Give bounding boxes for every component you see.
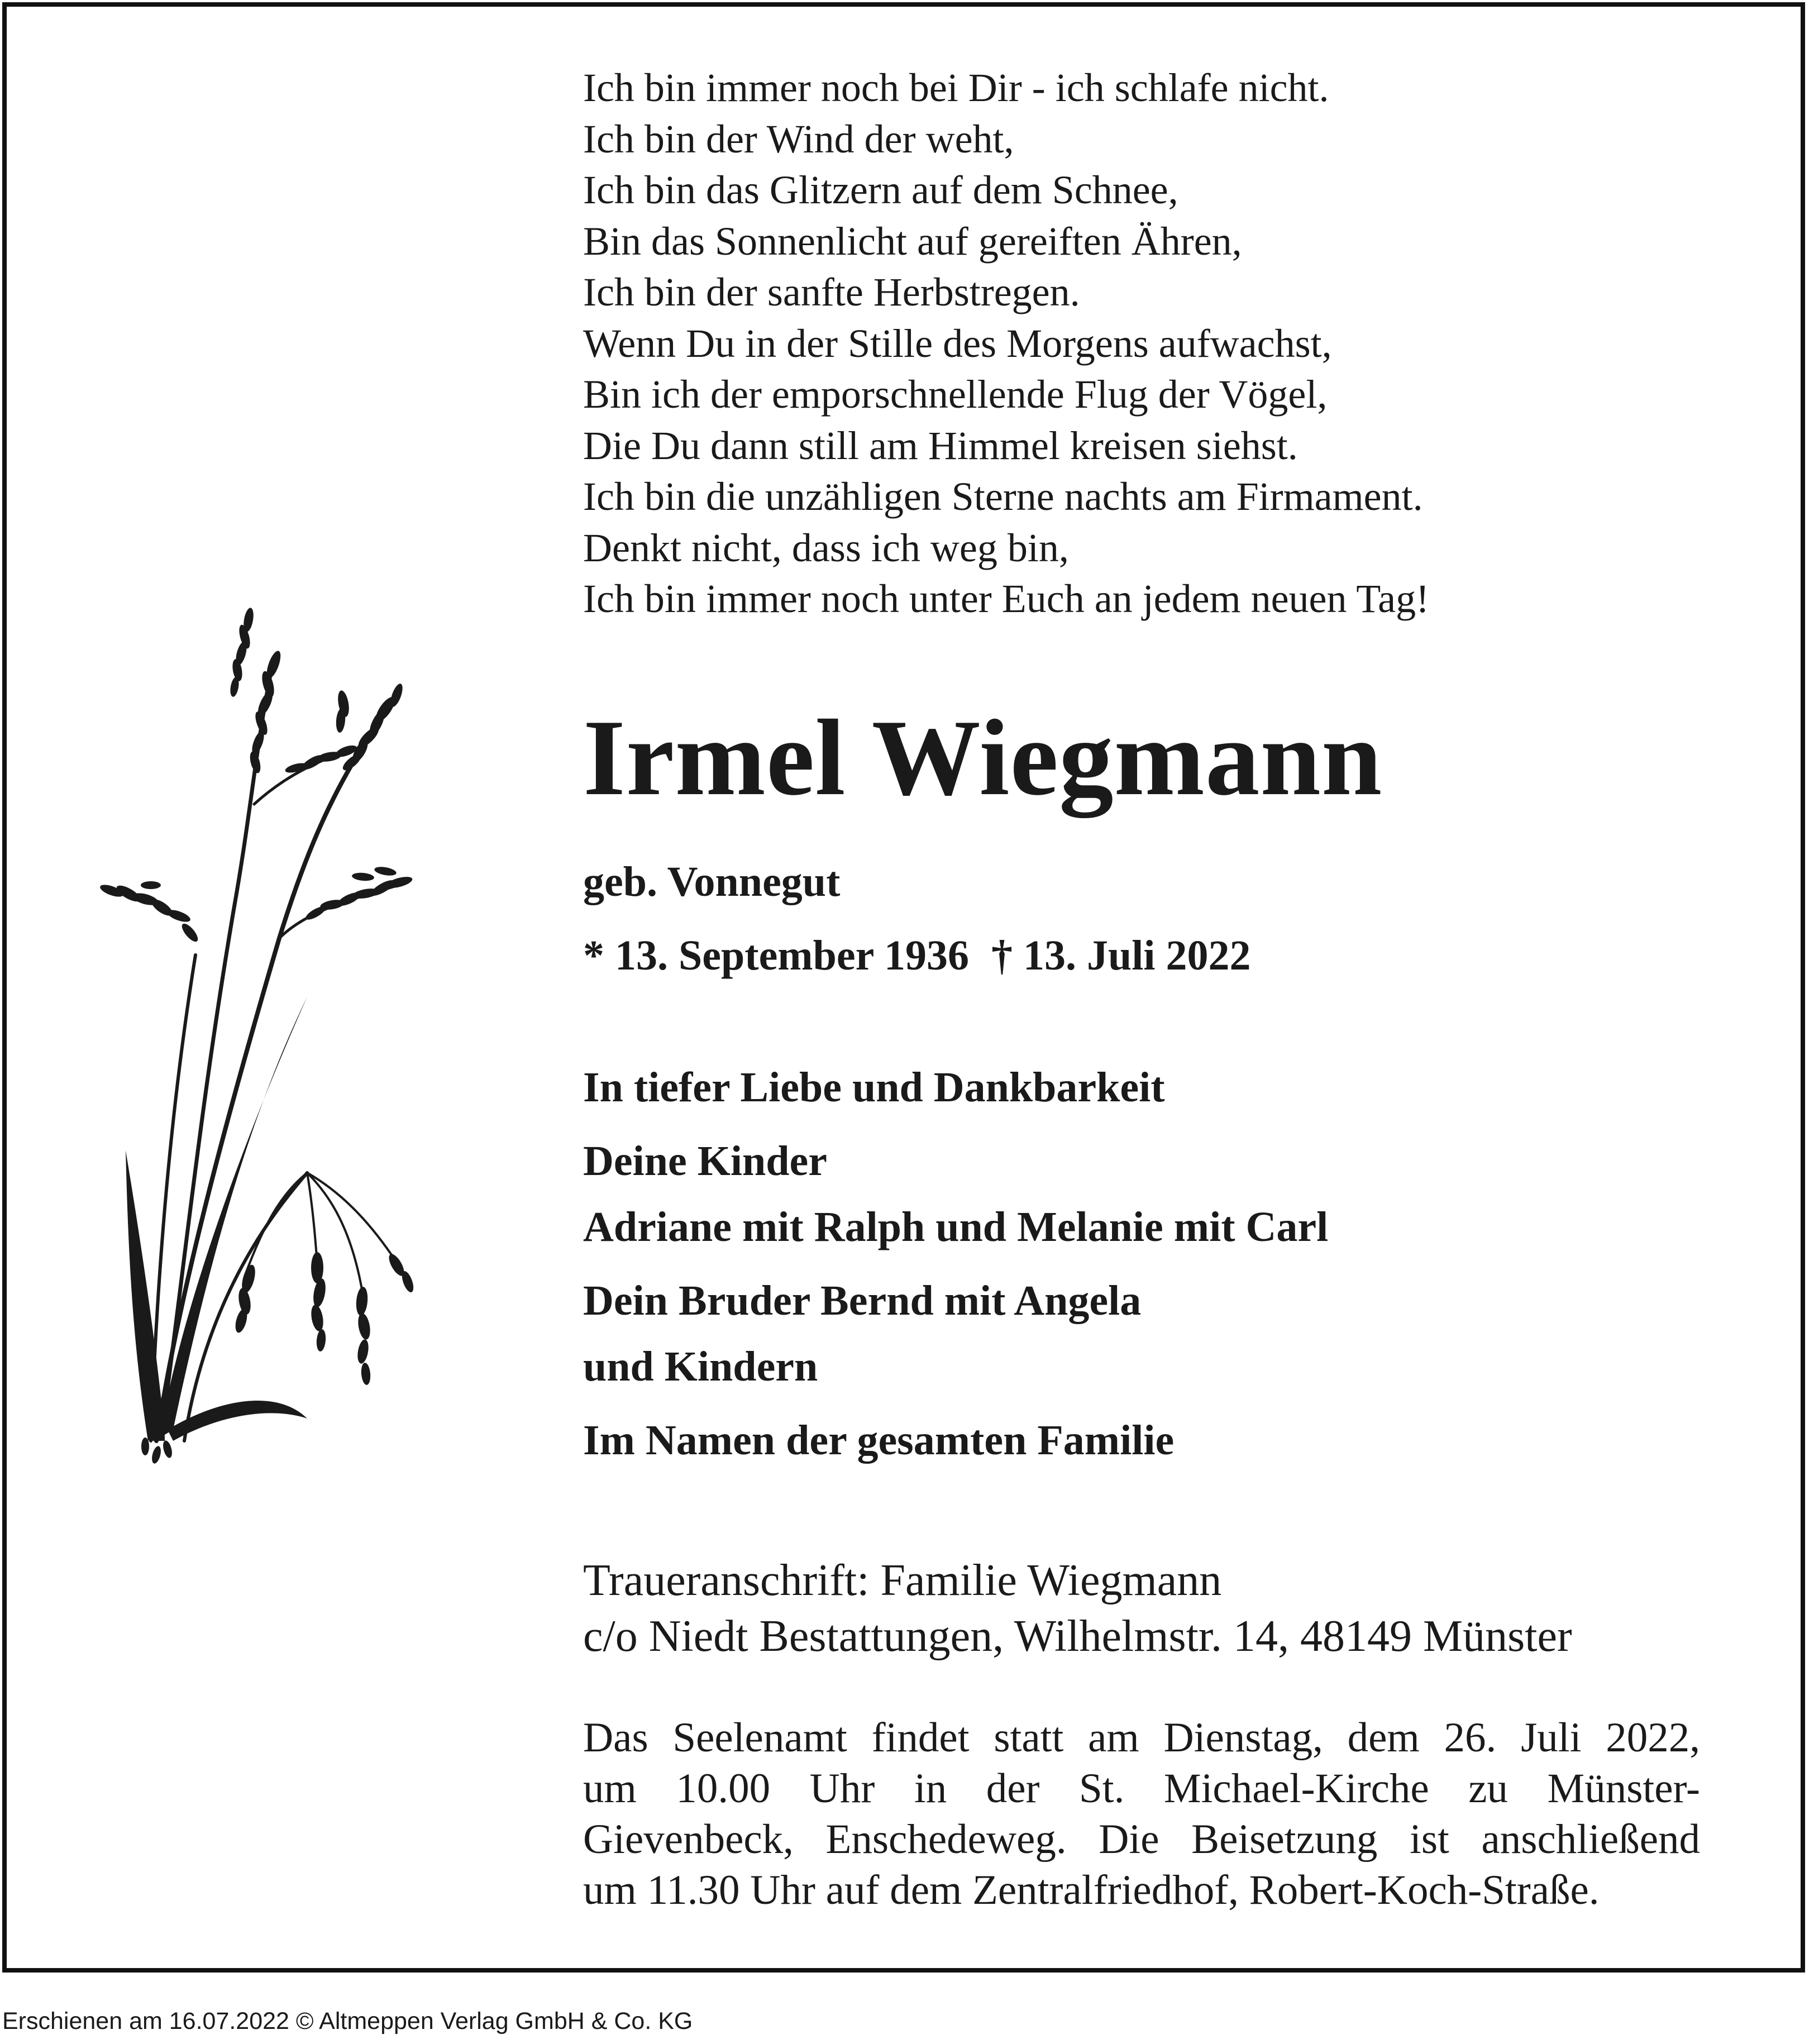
family-line: Im Namen der gesamten Familie [583, 1417, 1175, 1464]
service-line: um 10.00 Uhr in der St. Michael-Kirche zu Münster- [583, 1765, 1700, 1812]
service-line: um 11.30 Uhr auf dem Zentralfriedhof, Robert-Koch-Straße. [583, 1867, 1600, 1913]
birth-date: * 13. September 1936 [583, 932, 969, 979]
birth-name: geb. Vonnegut [583, 858, 841, 905]
deceased-name: Irmel Wiegmann [583, 698, 1383, 818]
family-line: In tiefer Liebe und Dankbarkeit [583, 1064, 1165, 1111]
family-line: Adriane mit Ralph und Melanie mit Carl [583, 1204, 1329, 1250]
poem-line: Ich bin der sanfte Herbstregen. [583, 270, 1080, 314]
mourning-address [583, 1553, 1572, 1664]
poem-line: Die Du dann still am Himmel kreisen siehst. [583, 423, 1298, 468]
family-line: Deine Kinder [583, 1138, 827, 1185]
poem-line: Wenn Du in der Stille des Morgens aufwachst, [583, 321, 1332, 366]
poem-line: Ich bin das Glitzern auf dem Schnee, [583, 168, 1178, 212]
poem-line: Ich bin der Wind der weht, [583, 116, 1014, 161]
poem-line: Bin das Sonnenlicht auf gereiften Ähren, [583, 218, 1242, 264]
death-date: † 13. Juli 2022 [991, 932, 1251, 979]
address-line: Traueranschrift: Familie Wiegmann [583, 1556, 1222, 1605]
publication-footer: Erschienen am 16.07.2022 © Altmeppen Verlag GmbH & Co. KG [2, 2008, 693, 2035]
service-line: Gievenbeck, Enschedeweg. Die Beisetzung ist anschließend [583, 1816, 1700, 1862]
poem-line: Ich bin die unzähligen Sterne nachts am Firmament. [583, 474, 1423, 519]
service-info [583, 1712, 1700, 1916]
address-line: c/o Niedt Bestattungen, Wilhelmstr. 14, 48149 Münster [583, 1612, 1572, 1661]
life-dates [583, 932, 1250, 980]
poem-line: Bin ich der emporschnellende Flug der Vögel, [583, 372, 1328, 417]
family-line: und Kindern [583, 1343, 818, 1390]
service-line: Das Seelenamt findet statt am Dienstag, dem 26. Juli 2022, [583, 1715, 1700, 1761]
poem-line: Ich bin immer noch bei Dir - ich schlafe nicht. [583, 65, 1329, 110]
grass-illustration-icon [95, 570, 452, 1474]
poem-line: Ich bin immer noch unter Euch an jedem neuen Tag! [583, 576, 1430, 621]
family-line: Dein Bruder Bernd mit Angela [583, 1277, 1142, 1324]
poem-line: Denkt nicht, dass ich weg bin, [583, 525, 1069, 570]
poem [583, 63, 1756, 625]
